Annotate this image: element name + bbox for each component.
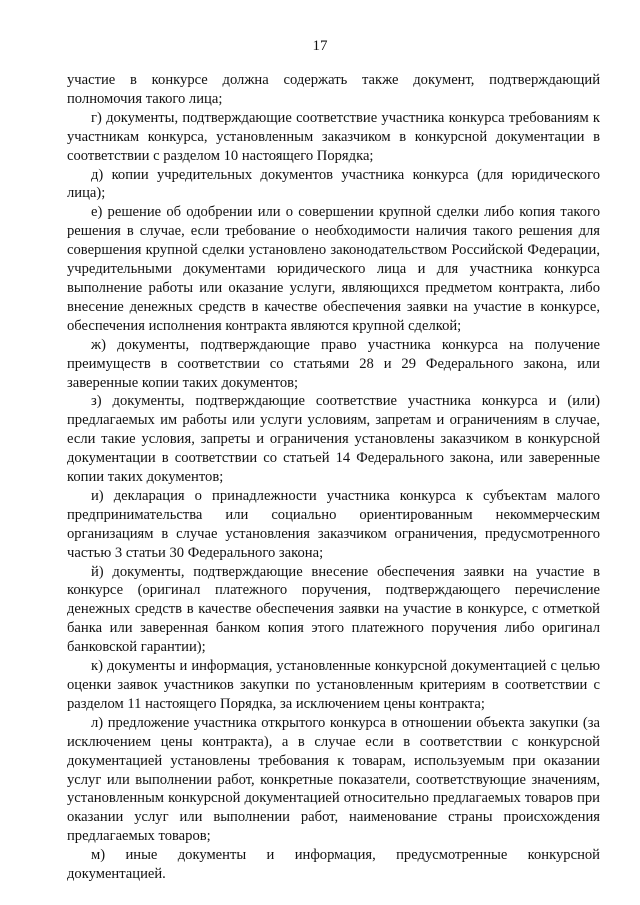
paragraph-i-kratkoe: й) документы, подтверждающие внесение обеспечения заявки на участие в конкурсе (оригинал платежного поручения, подтверждающего перечисление денежных средств в качестве обеспечения заявки на участие в конкурсе, с отметкой банка или заверенная банком копия этого платежного поручения либо оригинал банковской гарантии); (67, 563, 600, 656)
paragraph-k: к) документы и информация, установленные конкурсной документацией с целью оценки заявок участников закупки по установленным критериям в соответствии с разделом 11 настоящего Порядка, за исключением цены контракта; (67, 658, 600, 712)
paragraph-e: е) решение об одобрении или о совершении крупной сделки либо копия такого решения в случае, если требование о необходимости наличия такого решения для совершения крупной сделки установлено законодательством Российской Федерации, учредительными документами юридического лица и для участника конкурса выполнение работы или оказание услуги, являющихся предметом контракта, либо внесение денежных средств в качестве обеспечения заявки на участие в конкурсе, обеспечения исполнения контракта являются крупной сделкой; (67, 204, 600, 334)
page-number: 17 (312, 38, 328, 54)
document-body (67, 71, 600, 884)
paragraph-zh: ж) документы, подтверждающие право участника конкурса на получение преимуществ в соответствии со статьями 28 и 29 Федерального закона, или заверенные копии таких документов; (67, 336, 600, 391)
paragraph-l: л) предложение участника открытого конкурса в отношении объекта закупки (за исключением цены контракта), а в случае если в соответствии с конкурсной документацией установлены требования к товарам, используемым при оказании услуг или выполнении работ, конкретные показатели, соответствующие значениям, установленным конкурсной документацией относительно предлагаемых товаров при оказании услуг или выполнении работ, наименование страны происхождения предлагаемых товаров; (67, 714, 600, 845)
paragraph-z: з) документы, подтверждающие соответствие участника конкурса и (или) предлагаемых им работы или услуги условиям, запретам и ограничениям в случае, если такие условия, запреты и ограничения установлены заказчиком в конкурсной документации в соответствии со статьей 14 Федерального закона, или заверенные копии таких документов; (67, 393, 600, 486)
paragraph-g: г) документы, подтверждающие соответствие участника конкурса требованиям к участникам конкурса, установленным заказчиком в конкурсной документации в соответствии с разделом 10 настоящего Порядка; (67, 109, 600, 164)
paragraph-i: и) декларация о принадлежности участника конкурса к субъектам малого предпринимательства или социально ориентированным некоммерческим организациям в случае установления заказчиком ограничения, предусмотренного частью 3 статьи 30 Федерального закона; (67, 487, 600, 561)
paragraph-continuation: участие в конкурсе должна содержать также документ, подтверждающий полномочия такого лица; (67, 72, 600, 107)
paragraph-m: м) иные документы и информация, предусмотренные конкурсной документацией. (67, 847, 600, 883)
paragraph-d: д) копии учредительных документов участника конкурса (для юридического лица); (67, 166, 600, 202)
